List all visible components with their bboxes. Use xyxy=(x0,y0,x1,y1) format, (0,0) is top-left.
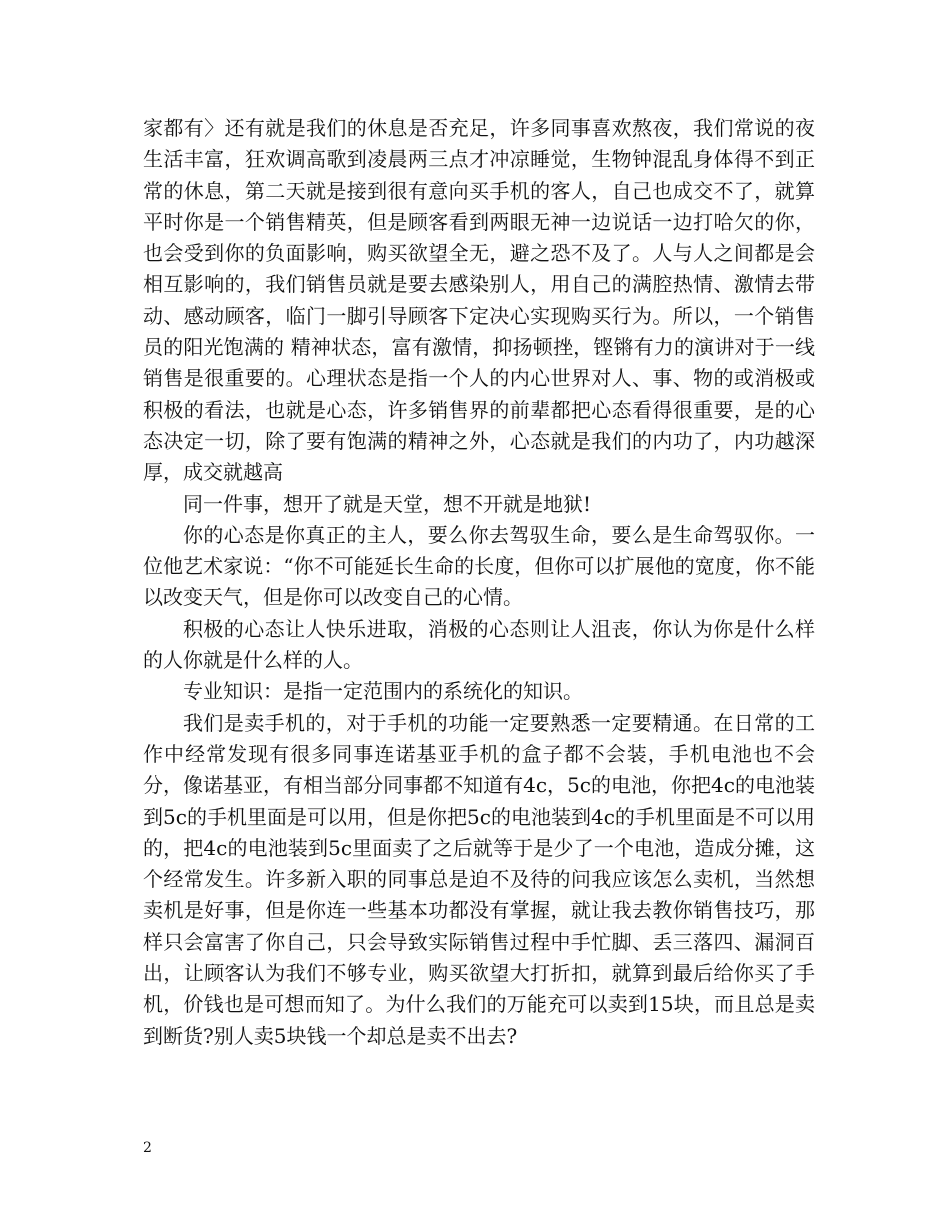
paragraph-6: 我们是卖手机的，对于手机的功能一定要熟悉一定要精通。在日常的工作中经常发现有很多同事连诺基亚手机的盒子都不会装，手机电池也不会分，像诺基亚，有相当部分同事都不知道有4c，5c的电池，你把4c的电池装到5c的手机里面是可以用，但是你把5c的电池装到4c的手机里面是不可以用的，把4c的电池装到5c里面卖了之后就等于是少了一个电池，造成分摊，这个经常发生。许多新入职的同事总是迫不及待的问我应该怎么卖机，当然想卖机是好事，但是你连一些基本功都没有掌握，就让我去教你销售技巧，那样只会富害了你自己，只会导致实际销售过程中手忙脚、丢三落四、漏洞百出，让顾客认为我们不够专业，购买欲望大打折扣，就算到最后给你买了手机，价钱也是可想而知了。为什么我们的万能充可以卖到15块，而且总是卖到断货?别人卖5块钱一个却总是卖不出去? xyxy=(143,710,815,1048)
paragraph-2: 同一件事，想开了就是天堂，想不开就是地狱! xyxy=(183,491,592,516)
page-number: 2 xyxy=(143,1140,152,1156)
paragraph-4: 积极的心态让人快乐进取，消极的心态则让人沮丧，你认为你是什么样的人你就是什么样的人。 xyxy=(143,616,815,673)
paragraph-3: 你的心态是你真正的主人，要么你去驾驭生命，要么是生命驾驭你。一位他艺术家说：“你不可能延长生命的长度，但你可以扩展他的宽度，你不能以改变天气，但是你可以改变自己的心情。 xyxy=(143,522,815,610)
document-body xyxy=(143,113,815,1052)
paragraph-5: 专业知识：是指一定范围内的系统化的知识。 xyxy=(183,679,583,704)
paragraph-1: 家都有〉还有就是我们的休息是否充足，许多同事喜欢熬夜，我们常说的夜生活丰富，狂欢调高歌到凌晨两三点才冲凉睡觉，生物钟混乱身体得不到正常的休息，第二天就是接到很有意向买手机的客人，自己也成交不了，就算平时你是一个销售精英，但是顾客看到两眼无神一边说话一边打哈欠的你，也会受到你的负面影响，购买欲望全无，避之恐不及了。人与人之间都是会相互影响的，我们销售员就是要去感染别人，用自己的满腔热情、激情去带动、感动顾客，临门一脚引导顾客下定决心实现购买行为。所以，一个销售员的阳光饱满的 精神状态，富有激情，抑扬顿挫，铿锵有力的演讲对于一线销售是很重要的。心理状态是指一个人的内心世界对人、事、物的或消极或积极的看法，也就是心态，许多销售界的前辈都把心态看得很重要，是的心态决定一切，除了要有饱满的精神之外，心态就是我们的内功了，内功越深厚，成交就越高 xyxy=(143,116,815,485)
